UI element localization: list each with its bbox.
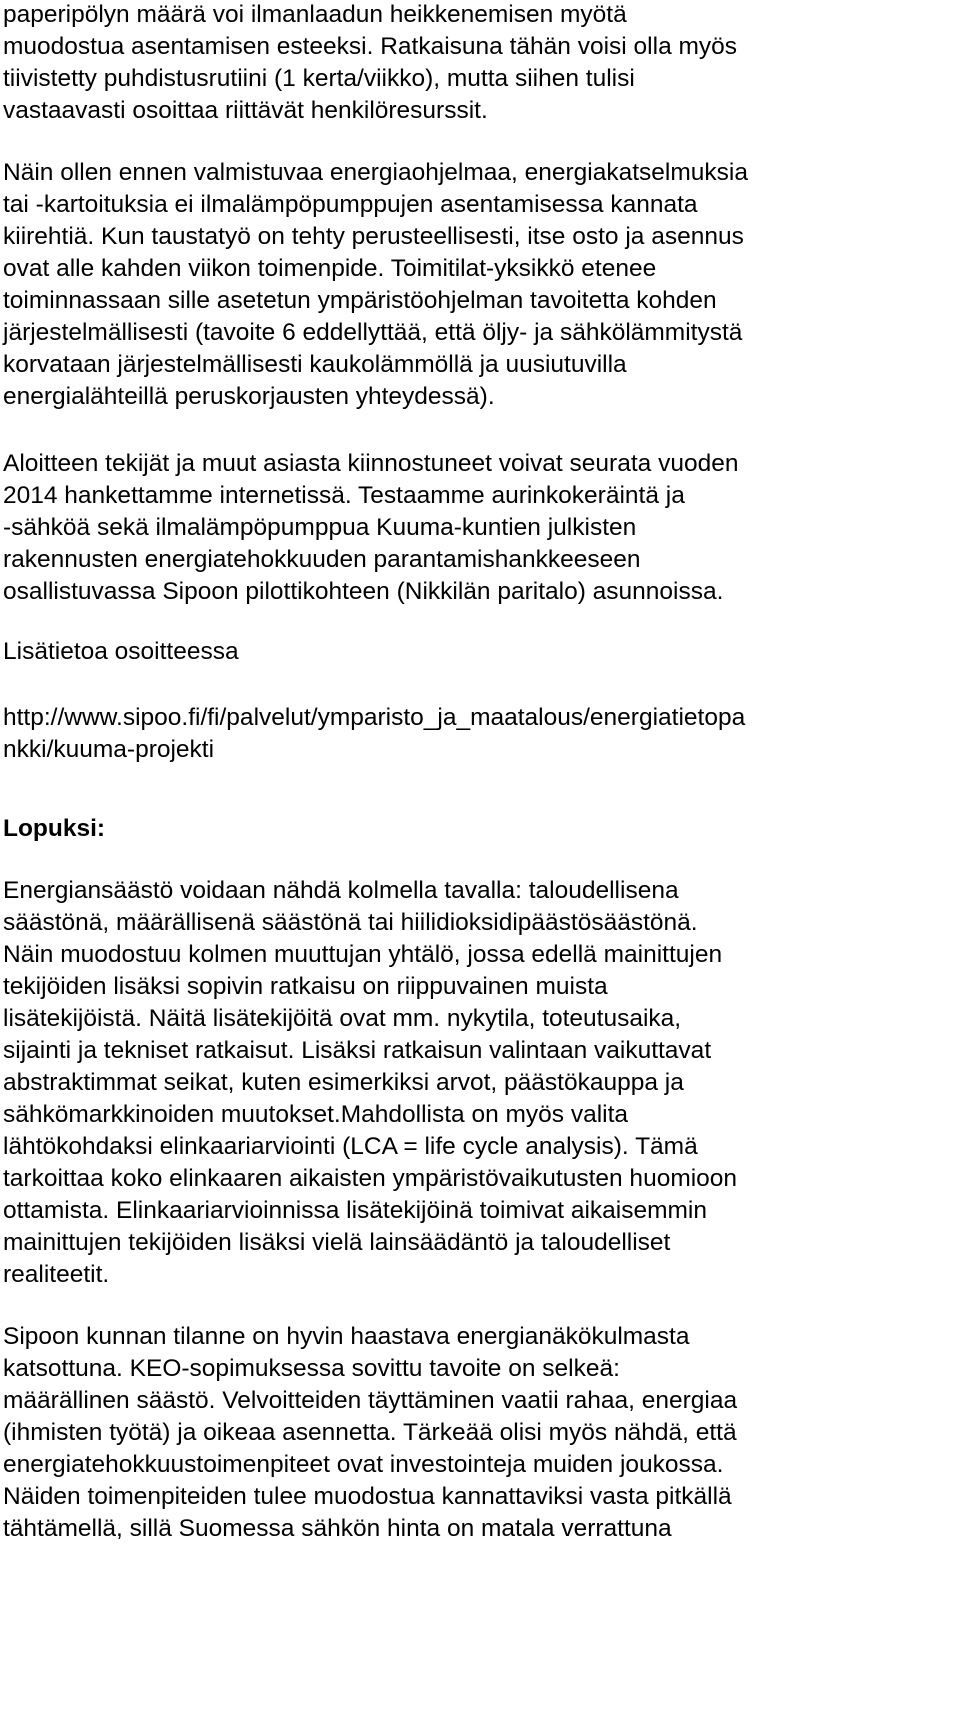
text-line: abstraktimmat seikat, kuten esimerkiksi arvot, päästökauppa ja: [3, 1069, 684, 1096]
text-line: lisätekijöistä. Näitä lisätekijöitä ovat mm. nykytila, toteutusaika,: [3, 1005, 682, 1032]
text-line: rakennusten energiatehokkuuden parantamishankkeeseen: [3, 546, 641, 573]
text-line: -sähköä sekä ilmalämpöpumppua Kuuma-kuntien julkisten: [3, 514, 637, 541]
text-line: Näin ollen ennen valmistuvaa energiaohjelmaa, energiakatselmuksia: [3, 159, 748, 186]
text-line: vastaavasti osoittaa riittävät henkilöresurssit.: [3, 97, 488, 124]
text-line: energialähteillä peruskorjausten yhteydessä).: [3, 383, 495, 410]
text-line: tähtämellä, sillä Suomessa sähkön hinta on matala verrattuna: [3, 1515, 672, 1542]
text-line: korvataan järjestelmällisesti kaukolämmöllä ja uusiutuvilla: [3, 351, 627, 378]
url-text: nkki/kuuma-projekti: [3, 736, 215, 763]
text-line: tarkoittaa koko elinkaaren aikaisten ympäristövaikutusten huomioon: [3, 1165, 738, 1192]
text-line: lähtökohdaksi elinkaariarviointi (LCA = life cycle analysis). Tämä: [3, 1133, 698, 1160]
text-line: kiirehtiä. Kun taustatyö on tehty perusteellisesti, itse osto ja asennus: [3, 223, 744, 250]
text-line: ovat alle kahden viikon toimenpide. Toimitilat-yksikkö etenee: [3, 255, 657, 282]
text-line: (ihmisten työtä) ja oikeaa asennetta. Tärkeää olisi myös nähdä, että: [3, 1419, 737, 1446]
text-line: Näin muodostuu kolmen muuttujan yhtälö, jossa edellä mainittujen: [3, 941, 723, 968]
text-line: sähkömarkkinoiden muutokset.Mahdollista on myös valita: [3, 1101, 629, 1128]
text-line: Energiansäästö voidaan nähdä kolmella tavalla: taloudellisena: [3, 877, 679, 904]
text-line: katsottuna. KEO-sopimuksessa sovittu tavoite on selkeä:: [3, 1355, 620, 1382]
text-line: määrällinen säästö. Velvoitteiden täyttäminen vaatii rahaa, energiaa: [3, 1387, 738, 1414]
text-line: realiteetit.: [3, 1261, 110, 1288]
text-line: energiatehokkuustoimenpiteet ovat investointeja muiden joukossa.: [3, 1451, 724, 1478]
text-line: säästönä, määrällisenä säästönä tai hiilidioksidipäästösäästönä.: [3, 909, 698, 936]
text-line: tiivistetty puhdistusrutiini (1 kerta/viikko), mutta siihen tulisi: [3, 65, 635, 92]
text-line: toiminnassaan sille asetetun ympäristöohjelman tavoitetta kohden: [3, 287, 717, 314]
url-text: http://www.sipoo.fi/fi/palvelut/ymparisto_ja_maatalous/energiatietopa: [3, 704, 746, 731]
text-line: ottamista. Elinkaariarvioinnissa lisätekijöinä toimivat aikaisemmin: [3, 1197, 707, 1224]
text-line: Sipoon kunnan tilanne on hyvin haastava energianäkökulmasta: [3, 1323, 690, 1350]
text-line: Aloitteen tekijät ja muut asiasta kiinnostuneet voivat seurata vuoden: [3, 450, 739, 477]
text-line: mainittujen tekijöiden lisäksi vielä lainsäädäntö ja taloudelliset: [3, 1229, 671, 1256]
text-line: muodostua asentamisen esteeksi. Ratkaisuna tähän voisi olla myös: [3, 33, 738, 60]
text-line: Lisätietoa osoitteessa: [3, 638, 239, 665]
text-line: Näiden toimenpiteiden tulee muodostua kannattaviksi vasta pitkällä: [3, 1483, 732, 1510]
text-line: sijainti ja tekniset ratkaisut. Lisäksi ratkaisun valintaan vaikuttavat: [3, 1037, 712, 1064]
text-line: järjestelmällisesti (tavoite 6 eddellyttää, että öljy- ja sähkölämmitystä: [3, 319, 743, 346]
section-heading: Lopuksi:: [3, 815, 106, 842]
text-line: 2014 hankettamme internetissä. Testaamme aurinkokeräintä ja: [3, 482, 685, 509]
text-line: tekijöiden lisäksi sopivin ratkaisu on riippuvainen muista: [3, 973, 608, 1000]
text-line: tai -kartoituksia ei ilmalämpöpumppujen asentamisessa kannata: [3, 191, 698, 218]
text-line: paperipölyn määrä voi ilmanlaadun heikkenemisen myötä: [3, 1, 627, 28]
text-line: osallistuvassa Sipoon pilottikohteen (Nikkilän paritalo) asunnoissa.: [3, 578, 724, 605]
